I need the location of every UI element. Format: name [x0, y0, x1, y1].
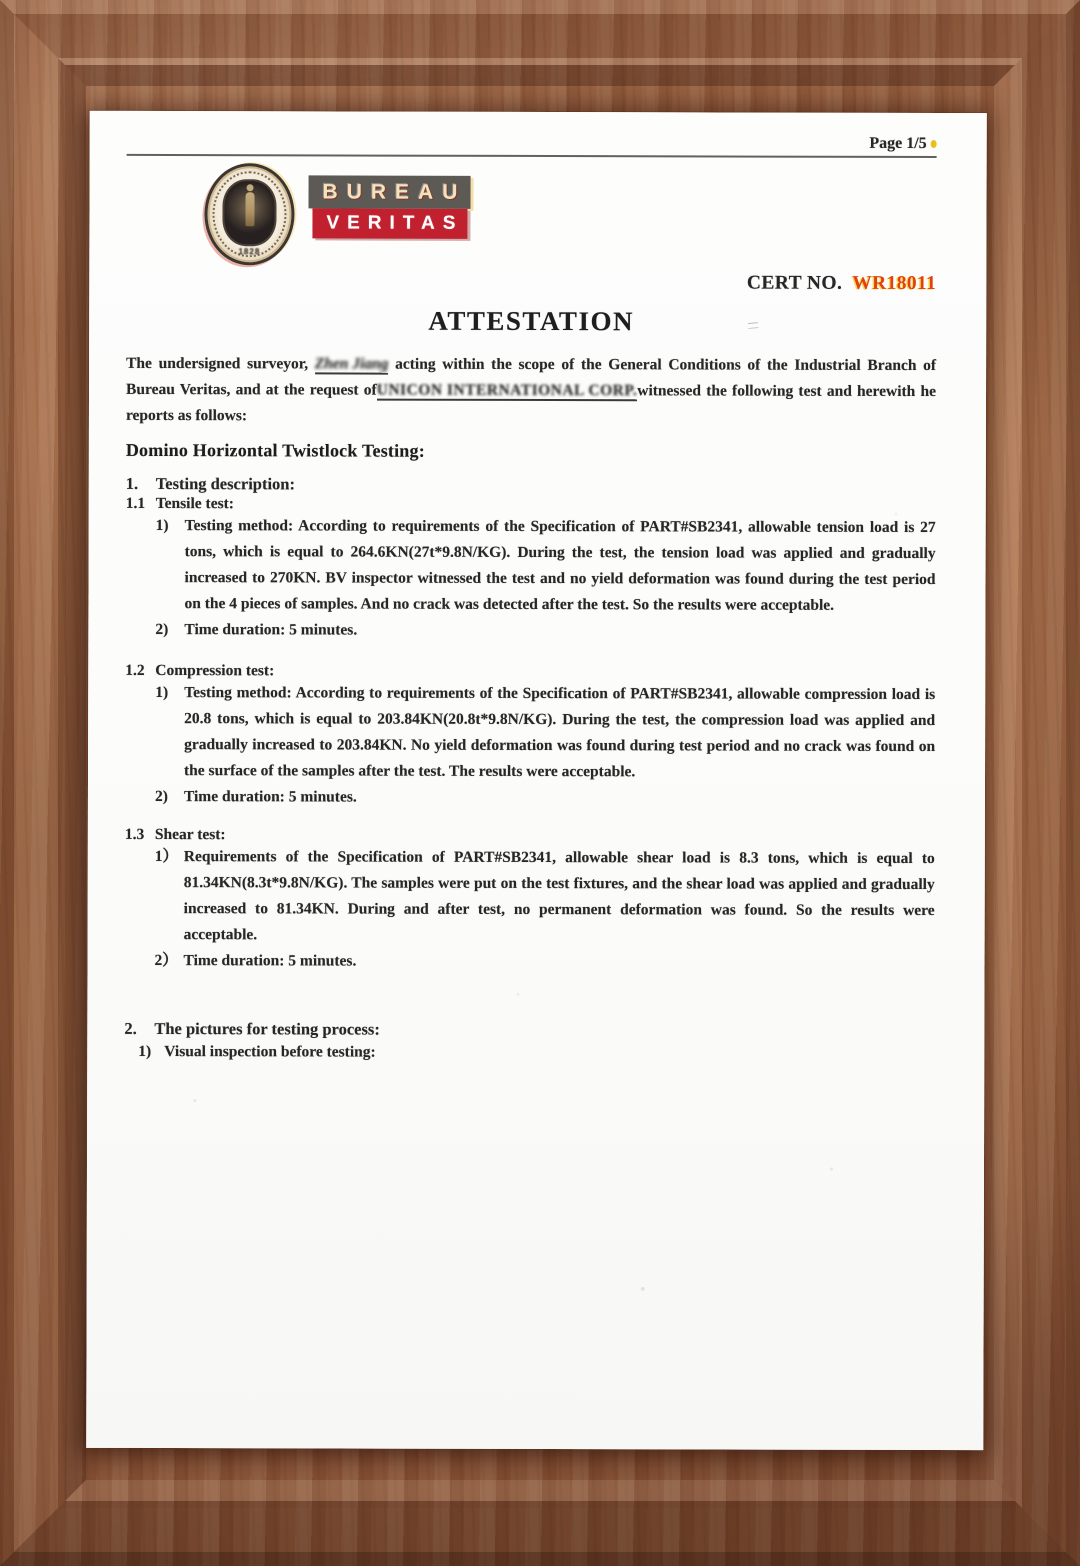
item-text: Time duration: 5 minutes.: [183, 952, 357, 970]
section-1-heading: [126, 474, 936, 496]
logo-veritas-label: VERITAS: [312, 208, 467, 238]
tensile-test-items: [155, 513, 935, 645]
shear-test-items: [154, 844, 934, 976]
item-marker: 1）: [154, 848, 179, 866]
logo-bureau-label: BUREAU: [308, 175, 470, 208]
list-item: [155, 513, 935, 619]
certificate-page: [86, 111, 986, 1450]
pictures-item: [138, 1039, 934, 1067]
list-item: [154, 948, 934, 976]
attestation-title: ATTESTATION: [428, 305, 635, 337]
subsection-1-2-title: Compression test:: [155, 662, 275, 680]
subsection-1-3-number: 1.3: [124, 825, 145, 843]
list-item: [155, 680, 935, 786]
page-number: Page 1/5: [869, 134, 927, 153]
item-marker: 1): [138, 1042, 152, 1060]
list-item: [155, 784, 935, 812]
cert-number-row: [747, 273, 936, 295]
item-marker: 2): [154, 788, 168, 806]
intro-paragraph: [126, 351, 936, 431]
smudge-artifact: [748, 322, 759, 329]
intro-text-1: The undersigned surveyor,: [126, 354, 315, 373]
scan-artifact-dot: [931, 140, 937, 148]
item-marker: 2）: [154, 952, 178, 970]
compression-test-items: [155, 680, 935, 812]
item-text: Time duration: 5 minutes.: [184, 621, 358, 639]
subsection-1-3-title: Shear test:: [154, 826, 226, 844]
item-marker: 1): [155, 684, 169, 702]
item-text: Testing method: According to requirements of the Specification of PART#SB2341, allowable compression load is 20.8 tons, which is equal to 203.84KN(20.8t*9.8N/KG). During the test, the compression load was applied and gradually increased to 203.84KN. No yield deformation was found during test period and no crack was found on the surface of the samples after the test. The results were acceptable.: [184, 684, 936, 781]
intro-text-2: acting within the scope of the General Conditions of the Industrial Branch of Bureau Veritas, and at the request of: [126, 355, 937, 399]
section-1-title: Testing description:: [155, 474, 296, 494]
emblem-year: 1828: [238, 247, 261, 257]
item-text: Visual inspection before testing:: [164, 1043, 376, 1061]
subsection-1-3-heading: [125, 826, 935, 846]
page-number-row: [127, 133, 937, 153]
section-1-number: 1.: [125, 473, 139, 493]
test-heading: Domino Horizontal Twistlock Testing:: [125, 439, 425, 461]
list-item: [155, 617, 935, 645]
section-2-number: 2.: [124, 1018, 137, 1038]
item-text: Requirements of the Specification of PART#SB2341, allowable shear load is 8.3 tons, which is equal to 81.34KN(8.3t*9.8N/KG). The samples were put on the test fixtures, and the shear load was applied and gradually increased to 81.34KN. During and after test, no permanent deformation was found. So the results were acceptable.: [183, 848, 935, 944]
bureau-veritas-logo: [126, 163, 937, 295]
section-2-heading: [124, 1019, 934, 1041]
cert-no-label: CERT NO.: [746, 272, 843, 294]
item-text: Time duration: 5 minutes.: [183, 788, 357, 806]
surveyor-name: Zhen Jiang: [314, 355, 389, 373]
logo-wordmark: [308, 175, 470, 238]
bureau-veritas-emblem-icon: [204, 163, 294, 265]
subsection-1-1-heading: [126, 495, 936, 515]
section-2-title: The pictures for testing process:: [154, 1019, 380, 1039]
subsection-1-1-number: 1.1: [125, 494, 146, 512]
subsection-1-1-title: Tensile test:: [155, 495, 234, 513]
intro-text-3: witnessed the following test and herewith he reports as follows:: [125, 382, 937, 425]
cert-number-value: WR18011: [852, 272, 937, 295]
item-text: Testing method: According to requirements of the Specification of PART#SB2341, allowable tension load is 27 tons, which is equal to 264.6KN(27t*9.8N/KG). During the test, the tension load was applied and gradually increased to 270KN. BV inspector witnessed the test and no yield deformation was found during the test period on the 4 pieces of samples. And no crack was detected after the test. So the results were acceptable.: [184, 517, 936, 614]
subsection-1-2-number: 1.2: [125, 661, 145, 679]
emblem-core: [222, 179, 276, 246]
item-marker: 1): [155, 517, 169, 535]
client-company-name: UNICON INTERNATIONAL CORP.: [376, 381, 638, 400]
subsection-1-2-heading: [125, 662, 935, 682]
list-item: [155, 844, 935, 950]
item-marker: 2): [155, 621, 169, 639]
header-rule: [127, 154, 937, 158]
emblem-figure: [245, 193, 254, 227]
